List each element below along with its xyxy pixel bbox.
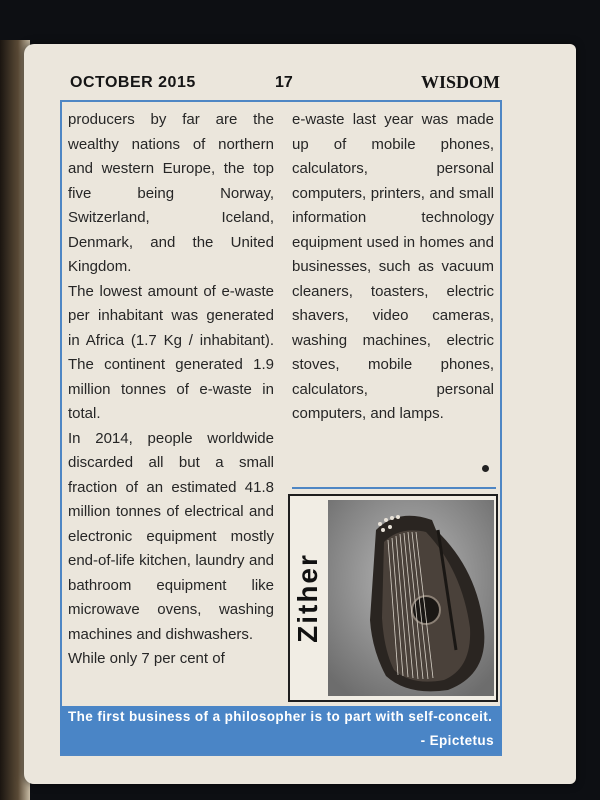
paragraph: In 2014, people worldwide discarded all but a small fraction of an estimated 41.8 million tonnes of electrical and electronic equipment mostly end-of-life kitchen, laundry and bathroom equipment like microwave ovens, washing machines and dishwashers. [68,429,274,643]
page-number: 17 [275,74,293,91]
magazine-title: WISDOM [420,72,500,92]
zither-picture-box [288,494,498,702]
paragraph: The lowest amount of e-waste per inhabitant was generated in Africa (1.7 Kg / inhabitant). The continent generated 1.9 million tonnes of e-waste in total. [68,282,274,422]
paragraph: While only 7 per cent of [68,650,225,667]
issue-date: OCTOBER 2015 [70,74,196,91]
divider [292,487,496,489]
quote-text: The first business of a philosopher is to part with self-conceit. [68,709,493,724]
paragraph: e-waste last year was made up of mobile phones, calculators, personal computers, printers, and small information technology equipment used in homes and businesses, such as vacuum cleaners, toasters, electric shavers, video cameras, washing machines, electric stoves, mobile phones, calculators, personal computers, and lamps. [292,111,494,422]
article-left-column [68,108,274,672]
article-right-column [292,108,494,427]
page-header [70,72,500,98]
quote-banner [60,706,502,754]
picture-label-strip [290,496,326,700]
picture-label: Zither [292,553,323,643]
end-bullet-icon [482,465,489,472]
zither-photo-icon [328,500,494,696]
quote-author: - Epictetus [420,733,494,748]
paragraph: producers by far are the wealthy nations of northern and western Europe, the top five being Norway, Switzerland, Iceland, Denmark, and the United Kingdom. [68,111,274,275]
